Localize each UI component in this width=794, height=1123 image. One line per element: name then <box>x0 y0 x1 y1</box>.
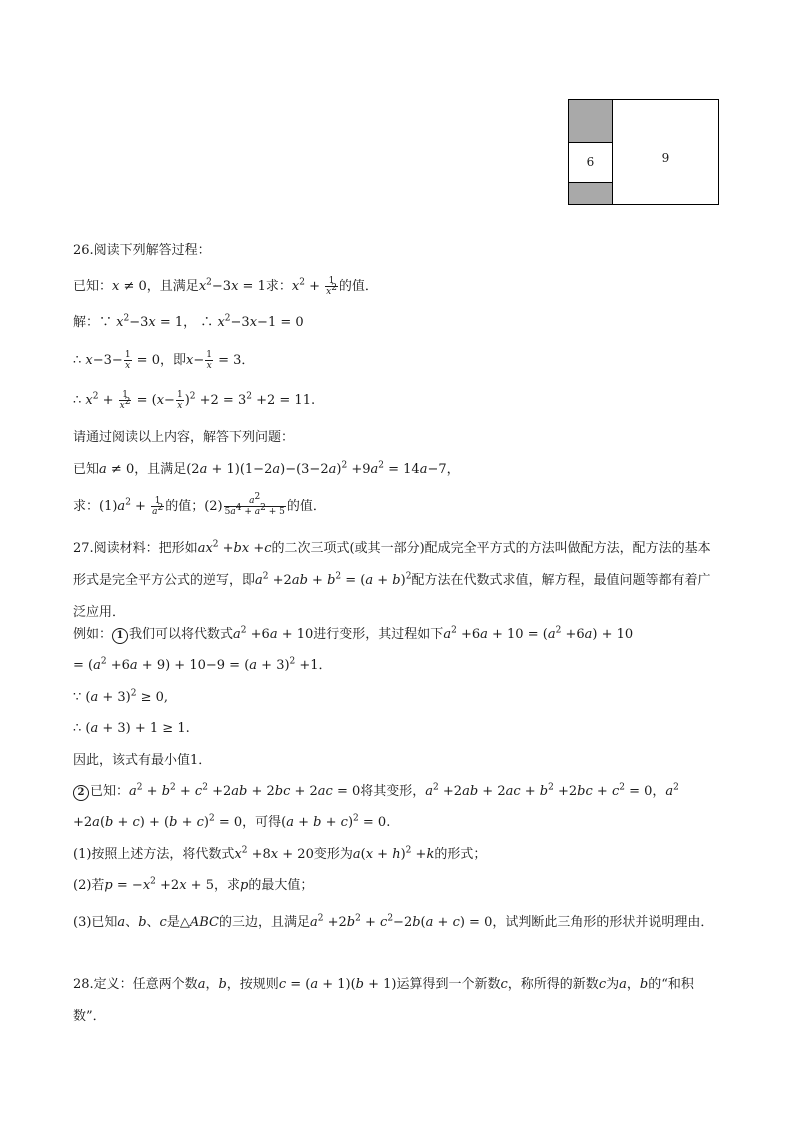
q26-title: 26.阅读下列解答过程： <box>73 243 211 258</box>
shaded-region-bottom <box>569 183 613 204</box>
q27-example-1: 例如： 1 我们可以将代数式$a^2 +6a + 10$进行变形，其过程如下$a^2 +6a + 10 = (a^2 +6a) + 10$ <box>73 625 634 642</box>
q26-given: 已知：x ≠ 0，且满足$x^2-3x = 1$求：$x^2$ + $\frac{1}{x^2}$ 的值． <box>73 276 378 297</box>
q28-definition: 28.定义：任意两个数a，b，按规则c = (a + 1)(b + 1)运算得到一个新数c，称所得的新数c为a，b的“和积数”． <box>73 977 694 1024</box>
figure-label-9: 9 <box>661 151 670 165</box>
q27-example-1-step2: ∴ (a + 3) + 1 ≥ 1. <box>73 721 190 736</box>
q27-example-1-step: ∵ $(a + 3)^2 \ge 0$, <box>73 688 169 705</box>
area-figure <box>568 99 719 205</box>
q26-ask: 求：$(1)a^2$ + $\frac{1}{a^2}$ 的值；(2) $\frac{a^2}{5a^4 + a^2 + 5}$ 的值． <box>73 492 326 517</box>
circled-number-2: 2 <box>73 785 89 801</box>
figure-label-6: 6 <box>569 142 613 183</box>
q26-prompt: 请通过阅读以上内容，解答下列问题： <box>73 430 295 445</box>
shaded-region-top <box>569 100 613 142</box>
q27-sub-3: (3)已知a、b、c是△ABC的三边，且满足$a^2 +2b^2 + c^2-2b(a + c) = 0$，试判断此三角形的形状并说明理由． <box>73 913 714 930</box>
q26-solution-3: ∴ $x^2$ + $\frac{1}{x^2}$ = (x− $\frac{1}{x}$ )$^2 +2 = 3^2 +2 = 11$. <box>73 390 316 411</box>
q27-example-2: 2 已知：$a^2 + b^2 + c^2 +2ab + 2bc + 2ac = 0$将其变形，$a^2 +2ab + 2ac + b^2 +2bc + c^2 = 0$，$a^2$ <box>73 782 679 802</box>
q27-example-2-cont: $+2a(b + c) + (b + c)^2 = 0$，可得$(a + b + c)^2 = 0$. <box>73 813 391 830</box>
q27-example-1-cont: = $(a^2 +6a + 9) + 10-9 = (a + 3)^2 +1$． <box>73 656 332 673</box>
q26-solution-2: ∴ x−3− $\frac{1}{x}$ = 0，即x− $\frac{1}{x}$ = 3． <box>73 350 255 371</box>
q26-known: 已知a ≠ 0，且满足$(2a + 1)(1-2a)-(3-2a)^2 +9a^2 = 14a-7$， <box>73 460 460 477</box>
q27-sub-1: (1)按照上述方法，将代数式$x^2 +8x + 20$变形为$a(x + h)^2 +k$的形式； <box>73 845 487 862</box>
q27-conclusion: 因此，该式有最小值1． <box>73 753 212 768</box>
q27-material: 27.阅读材料：把形如$ax^2 +bx +c$的二次三项式(或其一部分)配成完全平方式的方法叫做配方法，配方法的基本形式是完全平方公式的逆写，即$a^2 +2ab + b^2 = (a + b)^2$配方法在代数式求值，解方程，最值问题等都有着广泛应用． <box>73 539 711 620</box>
q26-solution-1: 解：∵ $x^2-3x = 1$， ∴ $x^2-3x-1 = 0$ <box>73 313 304 330</box>
circled-number-1: 1 <box>112 628 128 644</box>
q27-sub-2: (2)若$p = -x^2 +2x + 5$，求p的最大值； <box>73 876 314 893</box>
